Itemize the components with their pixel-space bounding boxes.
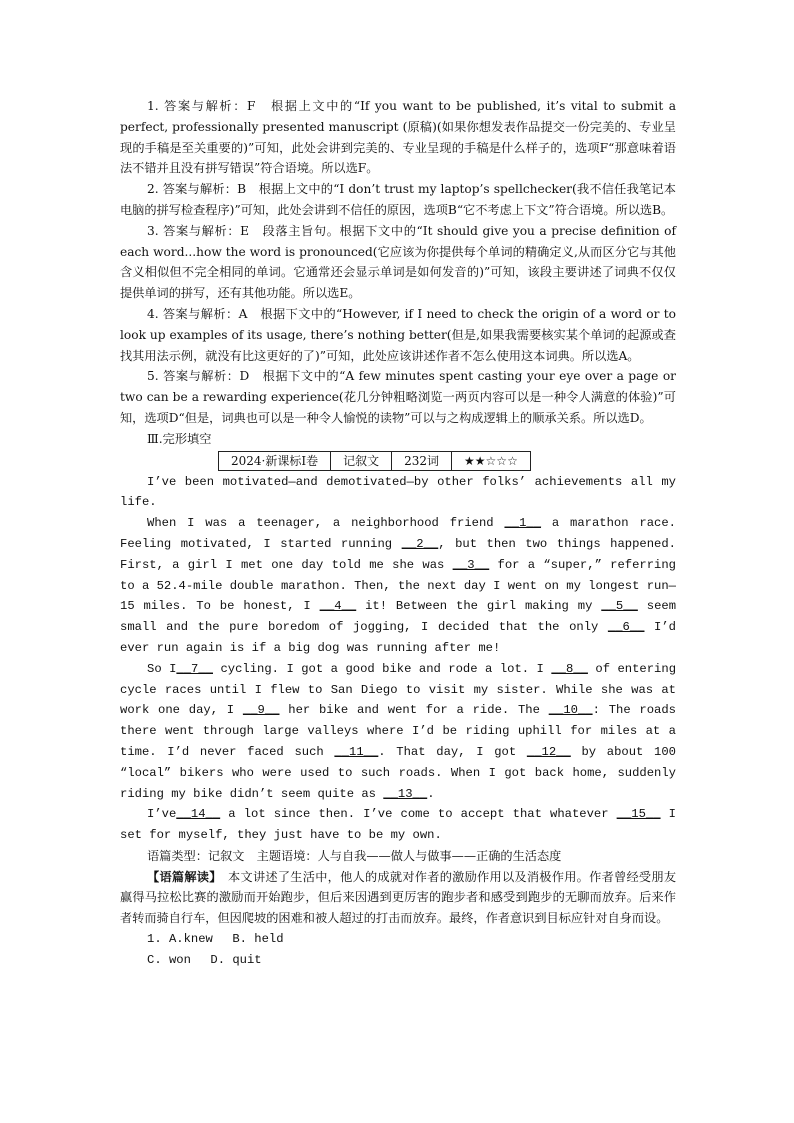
analysis-item-2: 2. 答案与解析：B 根据上文中的“I don’t trust my laptop’s spellchecker(我不信任我笔记本电脑的拼写检查程序)”可知，此处会讲到不信任的原因，选项B“它不考虑上下文”符合语境。所以选B。 xyxy=(120,182,676,217)
text-span: her bike and went for a ride. The xyxy=(279,703,549,718)
blank-12: __12__ xyxy=(526,744,571,759)
blank-8: __8__ xyxy=(551,661,588,676)
blank-7: __7__ xyxy=(176,661,213,676)
analysis-item-3: 3. 答案与解析：E 段落主旨句。根据下文中的“It should give you a precise definition of each word...how the word is pronounced(它应该为你提供每个单词的精确定义,从而区分它与其他含义相似但不完全相同的单词。它通常还会显示单词是如何发音的)”可知，该段主要讲述了词典不仅仅提供单词的拼写，还有其他功能。所以选E。 xyxy=(120,223,676,301)
passage-paragraph-1: I’ve been motivated—and demotivated—by other folks’ achievements all my life. xyxy=(120,474,676,510)
blank-3: __3__ xyxy=(452,557,490,572)
blank-5: __5__ xyxy=(601,599,638,614)
text-span: it! Between the girl making my xyxy=(356,599,602,614)
blank-13: __13__ xyxy=(383,786,428,801)
passage-info-table xyxy=(218,451,531,471)
passage-type-line: 语篇类型：记叙文 主题语境：人与自我——做人与做事——正确的生活态度 xyxy=(147,848,562,863)
passage-paragraph-2 xyxy=(120,513,676,659)
interpretation-label: 【语篇解读】 xyxy=(147,869,216,884)
passage-paragraph-4 xyxy=(120,804,676,846)
text-span: of entering cycle races until I flew to San Diego to visit my sister. While she was at work one day, I xyxy=(120,661,677,718)
document-page xyxy=(120,96,676,971)
text-span: . xyxy=(427,786,435,801)
text-span: I’ve xyxy=(147,807,177,822)
question-1-options-row-1: 1. A.knew B. held xyxy=(147,932,284,947)
text-span: a lot since then. I’ve come to accept that whatever xyxy=(220,807,617,822)
blank-14: __14__ xyxy=(176,807,221,822)
analysis-item-5: 5. 答案与解析：D 根据下文中的“A few minutes spent casting your eye over a page or two can be a rewarding experience(花几分钟粗略浏览一两页内容可以是一种令人满意的体验)”可知，选项D“但是，词典也可以是一种令人愉悦的读物”可以与之构成逻辑上的顺承关系。所以选D。 xyxy=(120,369,676,425)
info-source: 2024·新课标Ⅰ卷 xyxy=(219,451,331,470)
passage-paragraph-3 xyxy=(120,659,676,805)
text-span: for a “super,” referring to a 52.4-mile double marathon. Then, the next day I went on my longest run—15 miles. To be honest, I xyxy=(120,557,676,614)
text-span: . That day, I got xyxy=(378,744,527,759)
blank-11: __11__ xyxy=(334,744,379,759)
text-span: cycling. I got a good bike and rode a lot. I xyxy=(213,661,552,676)
blank-6: __6__ xyxy=(607,620,645,635)
text-span: : The roads there went through large valleys where I’d be riding uphill for miles at a time. I’d never faced such xyxy=(120,703,676,759)
text-span: , but then two things happened. First, a girl I met one day told me she was xyxy=(120,536,676,572)
blank-15: __15__ xyxy=(616,807,661,822)
section-title: Ⅲ.完形填空 xyxy=(147,431,212,446)
text-span: a marathon race. Feeling motivated, I started running xyxy=(120,516,676,551)
blank-9: __9__ xyxy=(242,703,280,718)
text-span: I set for myself, they just have to be my own. xyxy=(120,807,676,843)
passage-interpretation xyxy=(120,867,676,929)
info-difficulty: ★★☆☆☆ xyxy=(452,451,531,470)
interpretation-text: 本文讲述了生活中，他人的成就对作者的激励作用以及消极作用。作者曾经受朋友赢得马拉松比赛的激励而开始跑步，但后来因遇到更厉害的跑步者和感受到跑步的无聊而放弃。后来作者转而骑自行车，但因爬坡的困难和被人超过的打击而放弃。最终，作者意识到目标应针对自身而设。 xyxy=(120,869,677,926)
question-1-options-row-2: C. won D. quit xyxy=(147,952,262,967)
analysis-item-1: 1. 答案与解析：F 根据上文中的“If you want to be published, it’s vital to submit a perfect, professionally presented manuscript (原稿)(如果你想发表作品提交一份完美的、专业呈现的手稿是至关重要的)”可知，此处会讲到完美的、专业呈现的手稿是什么样子的，选项F“那意味着语法不错并且没有拼写错误”符合语境。所以选F。 xyxy=(120,99,676,176)
text-span: seem small and the pure boredom of jogging, I decided that the only xyxy=(120,599,677,635)
info-genre: 记叙文 xyxy=(331,451,392,470)
blank-1: __1__ xyxy=(504,516,542,531)
blank-2: __2__ xyxy=(401,536,439,551)
info-words: 232词 xyxy=(392,451,452,470)
blank-4: __4__ xyxy=(319,599,357,614)
text-span: by about 100 “local” bikers who were used to such roads. When I got back home, suddenly riding my bike didn’t seem quite as xyxy=(120,744,676,801)
text-span: I’d ever run again is if a big dog was running after me! xyxy=(120,620,677,655)
text-span: So I xyxy=(147,661,177,676)
blank-10: __10__ xyxy=(548,703,593,718)
analysis-item-4: 4. 答案与解析：A 根据下文中的“However, if I need to check the origin of a word or to look up examples of its usage, there’s nothing better(但是,如果我需要核实某个单词的起源或查找其用法示例，就没有比这更好的了)”可知，此处应该讲述作者不怎么使用这本词典。所以选A。 xyxy=(120,306,676,363)
text-span: When I was a teenager, a neighborhood friend xyxy=(147,516,505,531)
